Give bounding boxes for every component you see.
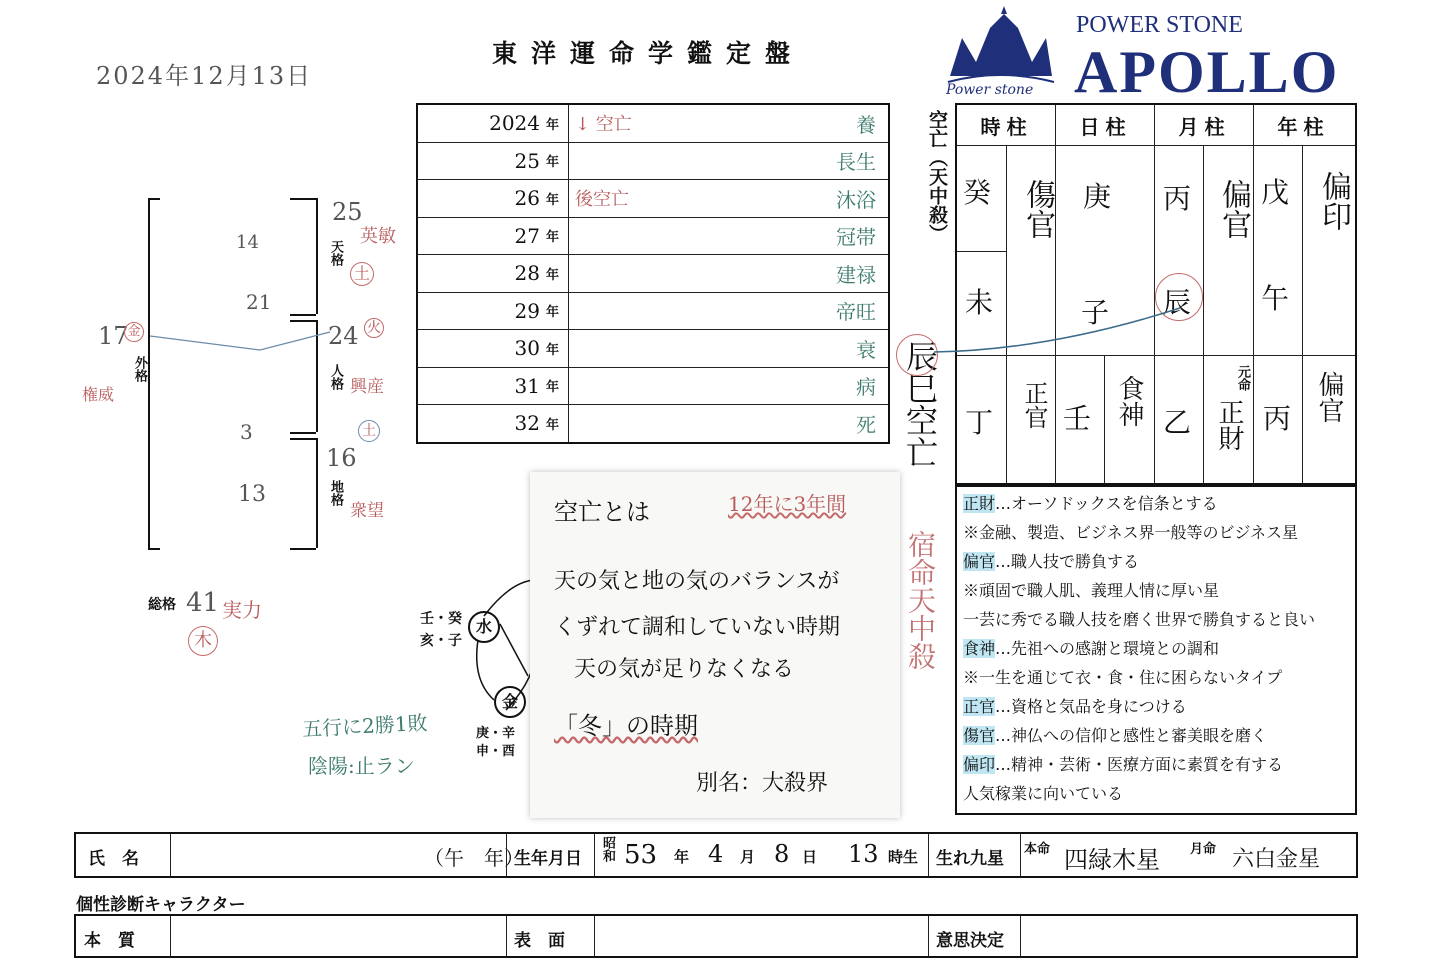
header-day-pillar: 日柱 [1079, 115, 1132, 139]
luck-year-row [417, 217, 889, 255]
getsumei-label: 月命 [1190, 842, 1217, 857]
luck-year: 29 [417, 292, 546, 330]
luck-year-unit: 年 [546, 217, 569, 255]
stem-star-year: 偏印 [1316, 171, 1351, 231]
star-note-line [963, 665, 1282, 688]
hidden-star-day: 食神 [1114, 375, 1144, 427]
month-unit: 月 [740, 848, 756, 866]
ishi-label: 意思決定 [936, 931, 1004, 951]
star-note-text: …精神・芸術・医療方面に素質を有する [995, 755, 1284, 774]
hidden-star-year: 偏官 [1314, 371, 1344, 423]
luck-year: 31 [417, 367, 546, 405]
star-note-text: 人気稼業に向いている [963, 784, 1124, 803]
jinkaku-value: 24 [328, 322, 359, 350]
luck-note: ↓ 空亡 [569, 104, 743, 142]
star-note-line [963, 694, 1187, 717]
star-note-line [963, 636, 1219, 659]
chikaku-note: 衆望 [350, 501, 384, 521]
luck-year: 30 [417, 330, 546, 368]
luck-note: 後空亡 [569, 180, 743, 218]
stem-star-month: 偏官 [1216, 179, 1251, 239]
star-note-highlight: 食神 [963, 639, 996, 658]
luck-year: 25 [417, 142, 546, 180]
birth-year: 53 [624, 840, 658, 870]
luck-year-unit: 年 [546, 104, 569, 142]
luck-year: 27 [417, 217, 546, 255]
luck-stage: 死 [856, 412, 876, 437]
star-note-text: …職人技で勝負する [995, 552, 1140, 571]
getsumei-star: 六白金星 [1232, 847, 1321, 872]
jinkaku-note: 興産 [350, 377, 384, 397]
hidden-hour: 丁 [965, 406, 994, 439]
stem-star-hour: 傷官 [1020, 179, 1055, 239]
luck-note [569, 405, 743, 443]
birth-hour: 13 [848, 840, 879, 868]
tenkaku-value: 25 [332, 198, 363, 226]
hidden-month: 乙 [1163, 406, 1192, 439]
luck-year-unit: 年 [546, 405, 569, 443]
num-top: 14 [236, 232, 259, 253]
tenkaku-note: 英敏 [360, 226, 396, 247]
gaikaku-note: 権威 [82, 385, 115, 404]
luck-note [569, 292, 743, 330]
page-title: 東洋運命学鑑定盤 [492, 39, 805, 68]
character-row [74, 914, 1358, 958]
diagnosis-date: 2024年12月13日 [96, 62, 313, 90]
star-note-line [963, 520, 1298, 543]
era-field: 昭和 [600, 836, 615, 862]
luck-year-row [417, 330, 889, 368]
luck-stage: 長生 [743, 142, 889, 180]
honshitsu-label: 本 質 [84, 931, 135, 951]
num-a: 21 [246, 290, 272, 314]
luck-note [569, 255, 743, 293]
star-note-highlight: 偏印 [963, 755, 996, 774]
luck-year-row [417, 292, 889, 330]
kubou-sticky-note [530, 472, 900, 818]
luck-year-unit: 年 [546, 142, 569, 180]
luck-note [569, 217, 743, 255]
star-note-text: ※金融、製造、ビジネス界一般等のビジネス星 [963, 523, 1299, 542]
header-hour-pillar: 時柱 [980, 115, 1033, 139]
branch-month: 辰 [1163, 286, 1192, 319]
nine-star-label: 生れ九星 [936, 849, 1004, 869]
star-note-line [963, 549, 1139, 572]
gaikaku-label: 外格 [132, 356, 147, 382]
soukaku-label: 総格 [148, 597, 176, 613]
birth-day: 8 [774, 840, 790, 868]
luck-year: 26 [417, 180, 546, 218]
star-note-highlight: 偏官 [963, 552, 996, 571]
hidden-day: 壬 [1063, 402, 1092, 435]
luck-year-row [417, 104, 889, 142]
chikaku-label: 地格 [328, 480, 343, 506]
star-note-text: …神仏への信仰と感性と審美眼を磨く [995, 726, 1268, 745]
year-unit: 年 [674, 848, 690, 866]
luck-year-row [417, 142, 889, 180]
branch-day: 子 [1081, 296, 1110, 329]
gogyo-note-1: 五行に2勝1敗 [301, 710, 429, 742]
water-label-2: 亥・子 [420, 633, 462, 649]
branch-hour: 未 [965, 286, 994, 319]
day-unit: 日 [802, 848, 818, 866]
luck-stage: 病 [743, 367, 889, 405]
four-pillars-grid [955, 103, 1357, 487]
jinkaku-label: 人格 [328, 364, 343, 390]
luck-stage: 帝旺 [743, 292, 889, 330]
luck-year-unit: 年 [546, 180, 569, 218]
luck-stage: 建禄 [743, 255, 889, 293]
star-note-line [963, 578, 1219, 601]
luck-stage: 冠帯 [743, 217, 889, 255]
gogyo-note-2: 陰陽:止ラン [308, 754, 415, 778]
brand-small: POWER STONE [1076, 12, 1243, 38]
metal-element: 金 [494, 686, 526, 718]
star-note-highlight: 正財 [963, 494, 996, 513]
hidden-star-month: 正財 [1214, 399, 1244, 451]
luck-year: 32 [514, 411, 540, 436]
header-year-pillar: 年柱 [1277, 115, 1330, 139]
character-title: 個性診断キャラクター [76, 895, 246, 915]
luck-year-unit: 年 [546, 292, 569, 330]
star-note-line [963, 491, 1218, 514]
birthdate-label: 生年月日 [514, 849, 582, 869]
star-note-text: ※一生を通じて衣・食・住に困らないタイプ [963, 668, 1283, 687]
sticky-line-4: 「冬」の時期 [554, 712, 698, 740]
star-note-text: …資格と気品を身につける [995, 697, 1187, 716]
luck-note [569, 330, 743, 368]
kubou-arrow [930, 300, 1190, 360]
water-element: 水 [468, 611, 500, 643]
brand-logo [930, 4, 1350, 104]
luck-stage: 衰 [743, 330, 889, 368]
honmei-label: 本命 [1024, 842, 1051, 857]
hour-unit: 時生 [888, 848, 919, 866]
water-label-1: 壬・癸 [420, 611, 462, 627]
hidden-star-hour: 正官 [1020, 381, 1048, 429]
chikaku-value: 16 [326, 444, 357, 472]
star-note-line [963, 781, 1123, 804]
star-note-highlight: 傷官 [963, 726, 996, 745]
gen-label: 元命 [1235, 365, 1250, 391]
profile-row [74, 832, 1358, 878]
luck-year: 28 [417, 255, 546, 293]
star-note-text: …先祖への感謝と環境との調和 [995, 639, 1220, 658]
star-note-text: 一芸に秀でる職人技を磨く世界で勝負すると良い [963, 610, 1316, 629]
star-note-line [963, 723, 1267, 746]
luck-year-row [417, 180, 889, 218]
luck-note [569, 367, 743, 405]
brand-big: APOLLO [1074, 39, 1340, 105]
name-label: 氏 名 [88, 849, 139, 869]
kubou-red-note: 宿命天中殺 [904, 530, 937, 670]
star-note-line [963, 752, 1283, 775]
zodiac-field: （午 年） [424, 846, 524, 870]
sticky-title: 空亡とは [554, 498, 650, 526]
soukaku-value: 41 [186, 588, 220, 618]
kubou-label: 空亡（天中殺） [926, 110, 948, 243]
luck-note [569, 142, 743, 180]
tenkaku-label: 天格 [328, 240, 343, 266]
star-note-highlight: 正官 [963, 697, 996, 716]
honmei-star: 四緑木星 [1064, 846, 1160, 874]
kubou-handwritten: 辰巳空亡 [901, 340, 939, 468]
luck-year-unit: 年 [546, 330, 569, 368]
star-note-text: ※頑固で職人肌、義理人情に厚い星 [963, 581, 1220, 600]
hidden-year: 丙 [1263, 402, 1292, 435]
stem-year: 戊 [1261, 176, 1290, 209]
luck-year-row [417, 405, 889, 443]
sticky-line-1: 天の気と地の気のバランスが [554, 569, 840, 594]
luck-year-unit: 年 [546, 255, 569, 293]
stem-hour: 癸 [963, 176, 992, 209]
luck-stage: 養 [743, 104, 889, 142]
sticky-line-2: くずれて調和していない時期 [554, 615, 841, 640]
sticky-line-3: 天の気が足りなくなる [574, 657, 795, 682]
soukaku-element: 木 [188, 626, 218, 656]
luck-year-row [417, 255, 889, 293]
brand-script: Power stone [946, 82, 1034, 98]
gaikaku-line [150, 326, 350, 366]
luck-years-table [416, 103, 890, 444]
num-b: 3 [240, 420, 253, 444]
luck-year: 2024 [417, 104, 546, 142]
header-month-pillar: 月柱 [1178, 115, 1231, 139]
sticky-alias: 別名：大殺界 [696, 771, 829, 796]
star-note-line [963, 607, 1315, 630]
tenkaku-element: 土 [350, 262, 374, 286]
star-notes-box [955, 483, 1357, 815]
star-note-text: …オーソドックスを信条とする [995, 494, 1218, 513]
gaikaku-value: 17 [98, 322, 129, 350]
luck-year-unit: 年 [546, 367, 569, 405]
gaikaku-element: 金 [124, 322, 144, 342]
stem-day: 庚 [1083, 180, 1112, 213]
branch-year: 午 [1261, 282, 1290, 315]
sticky-badge: 12年に3年間 [728, 492, 847, 516]
chikaku-element-mid: 土 [358, 420, 380, 442]
metal-label-1: 庚・辛 [476, 726, 516, 741]
birth-month: 4 [708, 840, 724, 868]
num-c: 13 [238, 482, 266, 507]
soukaku-note: 実力 [222, 598, 262, 622]
jinkaku-element: 火 [364, 318, 384, 338]
luck-year-row [417, 367, 889, 405]
hyomen-label: 表 面 [514, 931, 565, 951]
luck-stage: 沐浴 [743, 180, 889, 218]
metal-label-2: 申・酉 [476, 744, 516, 759]
crown-icon [940, 6, 1060, 86]
stem-month: 丙 [1163, 182, 1192, 215]
